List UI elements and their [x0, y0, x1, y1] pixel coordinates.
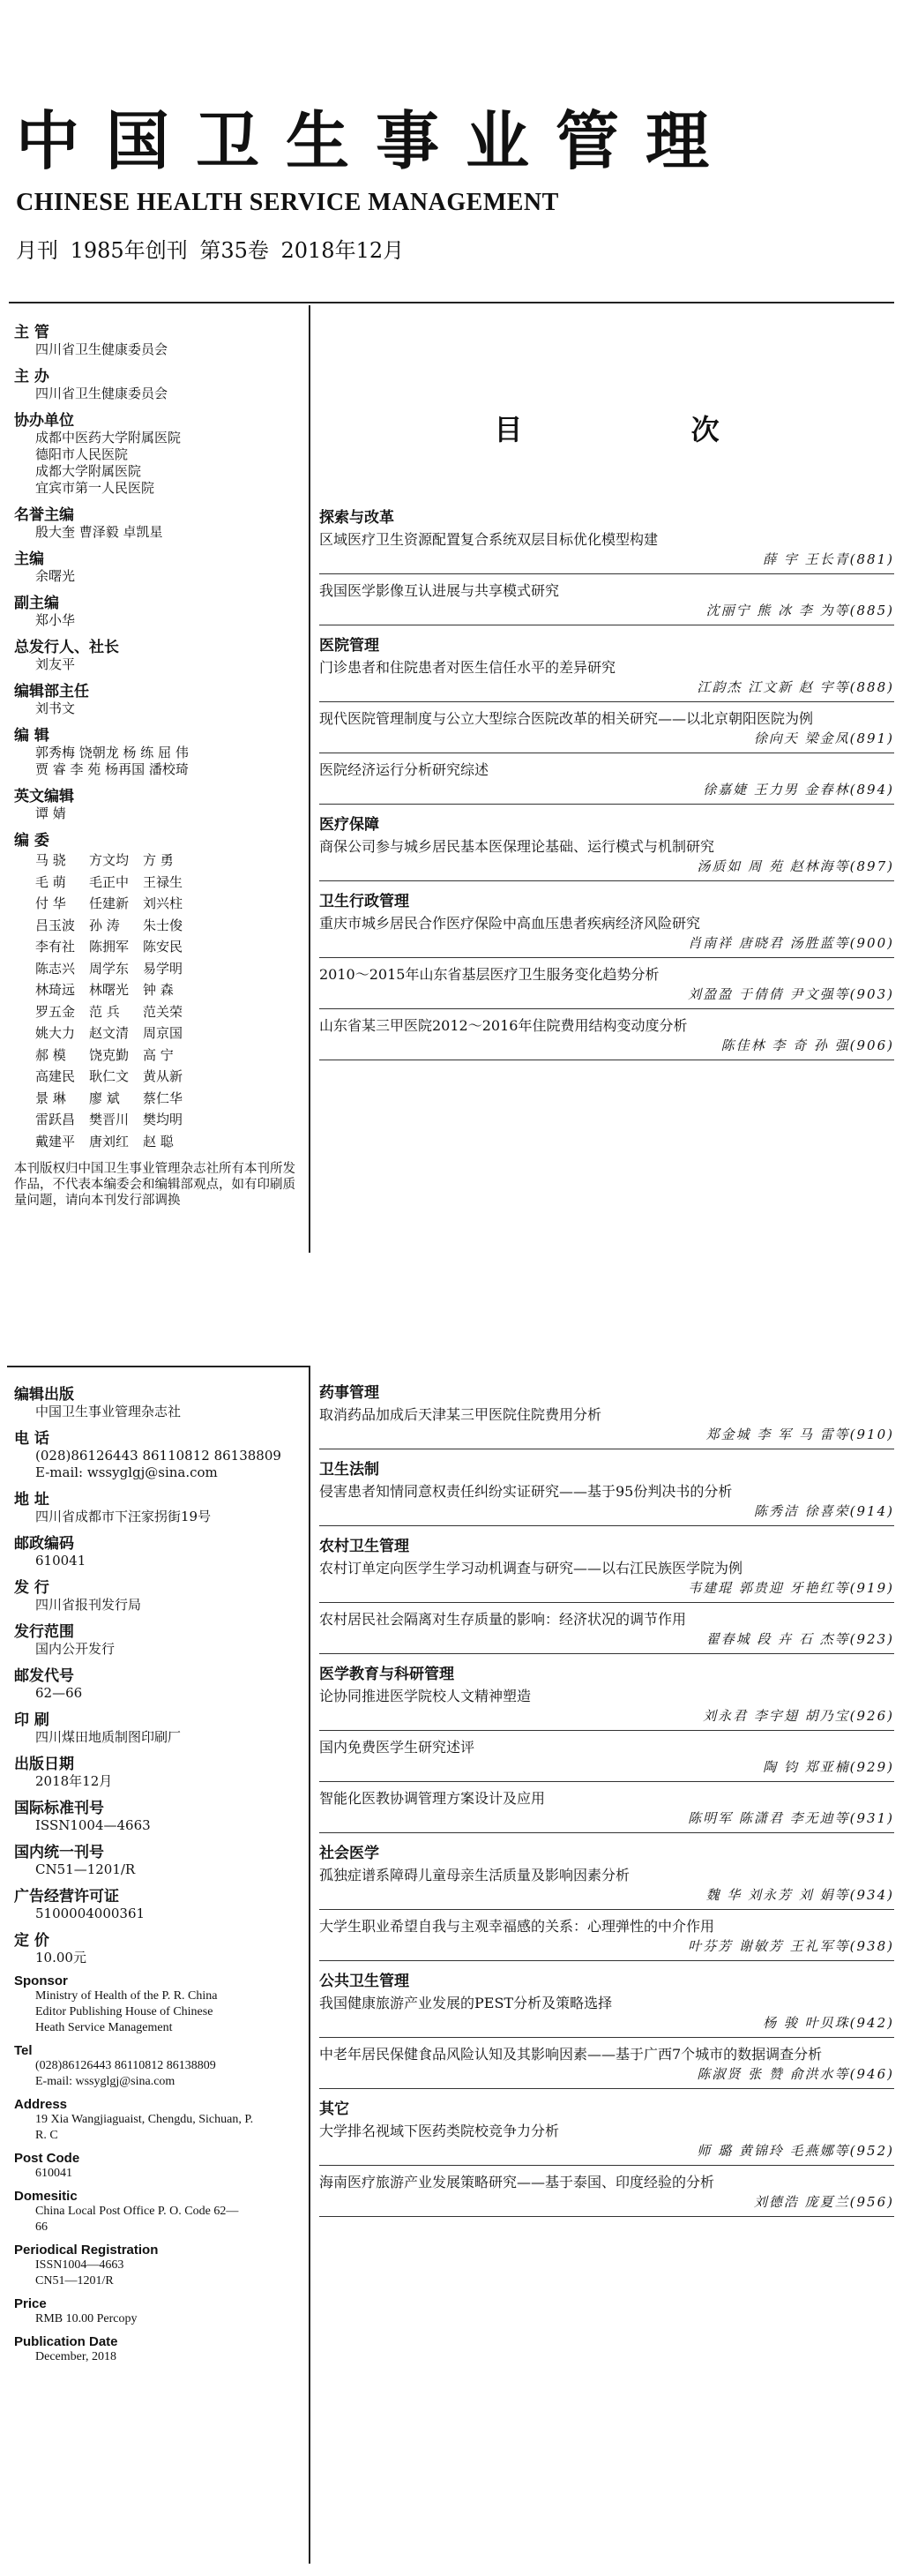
info-line: 谭 婧 — [35, 805, 66, 821]
info-line: December, 2018 — [35, 2350, 116, 2363]
editorial-board-grid — [14, 850, 300, 1152]
toc-section-title: 医学教育与科研管理 — [319, 1666, 454, 1683]
info-label: Address — [14, 2097, 68, 2112]
board-member: 赵 聪 — [143, 1133, 174, 1149]
article-authors-page: 徐向天 梁金凤(891) — [319, 729, 894, 753]
toc-article — [319, 760, 894, 805]
publish-en-list — [14, 1973, 300, 2365]
info-label: 国际标准刊号 — [14, 1800, 104, 1817]
info-line: 郑小华 — [35, 612, 76, 628]
info-line: CN51—1201/R — [35, 2274, 114, 2288]
info-label: 邮发代号 — [14, 1667, 74, 1685]
toc-article — [319, 1610, 894, 1654]
article-authors-page: 陈佳林 李 奇 孙 强(906) — [319, 1036, 894, 1060]
article-authors-page: 陶 钧 郑亚楠(929) — [319, 1757, 894, 1782]
article-title: 中老年居民保健食品风险认知及其影响因素——基于广西7个城市的数据调查分析 — [319, 2046, 823, 2063]
info-line: Editor Publishing House of Chinese — [35, 2005, 213, 2018]
article-title: 医院经济运行分析研究综述 — [319, 761, 489, 778]
info-label: 总发行人、社长 — [14, 639, 119, 656]
info-label: Domesitic — [14, 2189, 78, 2204]
info-line: 62—66 — [35, 1685, 83, 1701]
info-value — [14, 2311, 300, 2327]
board-member: 方文均 — [89, 852, 130, 868]
info-label: Price — [14, 2296, 47, 2311]
board-member: 范关荣 — [143, 1003, 183, 1020]
info-value — [14, 386, 300, 402]
article-authors-page: 陈淑贤 张 赞 俞洪水等(946) — [319, 2064, 894, 2089]
toc-heading: 目 次 — [494, 413, 799, 446]
info-value — [14, 2258, 300, 2289]
toc-article — [319, 709, 894, 753]
board-member: 方 勇 — [143, 852, 174, 868]
board-member: 高 宁 — [143, 1046, 174, 1063]
info-label: 协办单位 — [14, 412, 74, 430]
info-label: Tel — [14, 2043, 33, 2058]
copyright-notice: 本刊版权归中国卫生事业管理杂志社所有本刊所发作品，不代表本编委会和编辑部观点，如有印刷质量问题，请向本刊发行部调换 — [14, 1162, 295, 1208]
toc-article — [319, 1016, 894, 1060]
board-member: 孙 涛 — [89, 917, 120, 933]
toc-column-top — [319, 312, 894, 1067]
toc-article — [319, 1687, 894, 1731]
info-value — [14, 1509, 300, 1525]
toc-article — [319, 1405, 894, 1449]
info-line: (028)86126443 86110812 86138809 — [35, 2059, 216, 2072]
board-member: 郝 模 — [35, 1046, 66, 1063]
article-authors-page: 叶芬芳 谢敏芳 王礼军等(938) — [319, 1936, 894, 1961]
article-title: 侵害患者知情同意权责任纠纷实证研究——基于95份判决书的分析 — [319, 1483, 733, 1500]
info-value — [14, 2112, 300, 2144]
info-label: Periodical Registration — [14, 2243, 159, 2258]
toc-section-title: 医疗保障 — [319, 816, 379, 834]
board-member: 易学明 — [143, 960, 183, 977]
info-line: ISSN1004—4663 — [35, 2258, 124, 2272]
board-member: 樊均明 — [143, 1112, 183, 1127]
toc-article — [319, 1482, 894, 1526]
toc-article — [319, 1559, 894, 1603]
board-member: 马 骁 — [35, 852, 66, 868]
board-member: 饶克勤 — [89, 1046, 130, 1063]
info-value — [14, 1988, 300, 2036]
article-title: 重庆市城乡居民合作医疗保险中高血压患者疾病经济风险研究 — [319, 915, 701, 932]
toc-sections-b — [319, 1380, 894, 2217]
toc-article — [319, 1738, 894, 1782]
toc-article — [319, 2173, 894, 2217]
info-value — [14, 1773, 300, 1790]
article-title: 取消药品加成后天津某三甲医院住院费用分析 — [319, 1406, 602, 1423]
article-authors-page: 沈丽宁 熊 冰 李 为等(885) — [319, 601, 894, 625]
toc-article — [319, 1917, 894, 1961]
info-label: 邮政编码 — [14, 1535, 74, 1553]
toc-section-title: 农村卫生管理 — [319, 1538, 409, 1555]
info-line: 殷大奎 曹泽毅 卓凯星 — [35, 524, 163, 540]
info-line: 610041 — [35, 2167, 72, 2180]
info-line: 四川省报刊发行局 — [35, 1597, 142, 1613]
toc-article — [319, 530, 894, 574]
journal-title-cn: 中国卫生事业管理 — [16, 104, 736, 178]
board-member: 林曙光 — [89, 982, 130, 998]
article-title: 农村居民社会隔离对生存质量的影响：经济状况的调节作用 — [319, 1611, 687, 1628]
board-member: 蔡仁华 — [143, 1090, 183, 1106]
info-line: 刘友平 — [35, 656, 76, 672]
board-member: 戴建平 — [35, 1133, 76, 1149]
board-member: 王禄生 — [143, 873, 183, 890]
article-authors-page: 翟春城 段 卉 石 杰等(923) — [319, 1629, 894, 1654]
info-label: 出版日期 — [14, 1756, 74, 1773]
toc-article — [319, 2045, 894, 2089]
article-title: 国内免费医学生研究述评 — [319, 1739, 475, 1756]
info-line: 610041 — [35, 1553, 86, 1569]
info-line: 国内公开发行 — [35, 1641, 116, 1657]
article-title: 智能化医教协调管理方案设计及应用 — [319, 1790, 546, 1807]
board-member: 景 琳 — [35, 1090, 66, 1106]
article-title: 我国健康旅游产业发展的PEST分析及策略选择 — [319, 1995, 613, 2011]
info-line: 四川省成都市下汪家拐街19号 — [35, 1509, 212, 1524]
info-line: 四川省卫生健康委员会 — [35, 386, 168, 401]
article-title: 门诊患者和住院患者对医生信任水平的差异研究 — [319, 659, 616, 676]
info-label: 主 管 — [14, 324, 49, 341]
info-label: 主编 — [14, 550, 44, 568]
info-label: 发行范围 — [14, 1623, 74, 1641]
info-line: RMB 10.00 Percopy — [35, 2312, 138, 2325]
masthead — [16, 106, 889, 264]
info-value — [14, 612, 300, 629]
toc-section-title: 社会医学 — [319, 1845, 379, 1862]
info-value — [14, 1553, 300, 1569]
info-box-bottom — [7, 1366, 310, 2564]
masthead-rule — [9, 302, 894, 303]
info-line: 贾 睿 李 苑 杨再国 潘校琦 — [35, 761, 189, 777]
info-box-top — [7, 305, 310, 1253]
board-member: 毛正中 — [89, 873, 130, 890]
info-value — [14, 1729, 300, 1746]
info-line: 宜宾市第一人民医院 — [35, 480, 155, 496]
info-line: E-mail: wssyglgj@sina.com — [35, 2075, 175, 2088]
info-value — [14, 568, 300, 585]
info-value — [14, 805, 300, 822]
info-line: 19 Xia Wangjiaguaist, Chengdu, Sichuan, P. — [35, 2113, 254, 2126]
info-label: 定 价 — [14, 1932, 49, 1950]
article-authors-page: 韦建琨 郭贵迎 牙艳红等(919) — [319, 1578, 894, 1603]
info-value — [14, 1404, 300, 1420]
board-member: 陈志兴 — [35, 960, 76, 977]
article-title: 2010～2015年山东省基层医疗卫生服务变化趋势分析 — [319, 966, 660, 983]
info-label: 名誉主编 — [14, 506, 74, 524]
toc-section-title: 卫生法制 — [319, 1461, 379, 1479]
board-member: 廖 斌 — [89, 1090, 120, 1106]
toc-article — [319, 658, 894, 702]
info-value — [14, 2349, 300, 2365]
article-authors-page: 徐嘉婕 王力男 金春林(894) — [319, 780, 894, 805]
info-label: 印 刷 — [14, 1711, 49, 1729]
info-line: Heath Service Management — [35, 2021, 173, 2034]
info-line: 德阳市人民医院 — [35, 446, 129, 462]
info-line: 四川省卫生健康委员会 — [35, 341, 168, 357]
info-value — [14, 2058, 300, 2090]
article-authors-page: 魏 华 刘永芳 刘 娟等(934) — [319, 1885, 894, 1910]
info-line: E-mail: wssyglgj@sina.com — [35, 1464, 218, 1480]
article-title: 山东省某三甲医院2012～2016年住院费用结构变动度分析 — [319, 1017, 688, 1034]
toc-article — [319, 2122, 894, 2166]
article-title: 我国医学影像互认进展与共享模式研究 — [319, 582, 560, 599]
info-line: 四川煤田地质制图印刷厂 — [35, 1729, 182, 1745]
board-member: 周京国 — [143, 1025, 183, 1041]
board-member: 付 华 — [35, 895, 66, 911]
info-value — [14, 1906, 300, 1922]
article-authors-page: 陈明军 陈潇君 李无迪等(931) — [319, 1808, 894, 1833]
article-title: 现代医院管理制度与公立大型综合医院改革的相关研究——以北京朝阳医院为例 — [319, 710, 814, 727]
info-line: 5100004000361 — [35, 1906, 146, 1921]
info-line: 66 — [35, 2220, 48, 2234]
board-member: 罗五金 — [35, 1003, 76, 1020]
info-label: 编 辑 — [14, 727, 49, 745]
article-title: 海南医疗旅游产业发展策略研究——基于泰国、印度经验的分析 — [319, 2174, 715, 2190]
info-line: CN51—1201/R — [35, 1861, 136, 1877]
board-member: 钟 森 — [143, 982, 174, 998]
info-line: 郭秀梅 饶朝龙 杨 练 屈 伟 — [35, 745, 189, 760]
board-member: 雷跃昌 — [35, 1112, 76, 1127]
info-line: 成都大学附属医院 — [35, 463, 142, 479]
info-line: 2018年12月 — [35, 1773, 113, 1789]
issue-line: 月刊 1985年创刊 第35卷 2018年12月 — [16, 238, 405, 263]
info-label: 副主编 — [14, 595, 59, 612]
board-member: 耿仁文 — [89, 1068, 130, 1084]
article-title: 大学排名视域下医药类院校竞争力分析 — [319, 2123, 560, 2139]
info-label: 发 行 — [14, 1579, 49, 1597]
article-authors-page: 江韵杰 江文新 赵 宇等(888) — [319, 678, 894, 702]
info-value — [14, 1817, 300, 1834]
info-label: Publication Date — [14, 2334, 118, 2349]
board-member: 范 兵 — [89, 1003, 120, 1020]
info-label: 广告经营许可证 — [14, 1888, 119, 1906]
info-line: ISSN1004—4663 — [35, 1817, 151, 1833]
board-member: 李有社 — [35, 939, 76, 955]
info-line: 中国卫生事业管理杂志社 — [35, 1404, 182, 1419]
board-member: 林琦远 — [35, 982, 76, 998]
toc-section-title: 医院管理 — [319, 637, 379, 655]
board-member: 樊晋川 — [89, 1112, 130, 1127]
info-line: (028)86126443 86110812 86138809 — [35, 1448, 281, 1464]
info-label: Post Code — [14, 2151, 80, 2166]
article-title: 区域医疗卫生资源配置复合系统双层目标优化模型构建 — [319, 531, 659, 548]
info-value — [14, 1641, 300, 1658]
toc-section-title: 药事管理 — [319, 1384, 379, 1402]
publish-cn-list — [14, 1382, 300, 1966]
info-line: 成都中医药大学附属医院 — [35, 430, 182, 446]
article-title: 大学生职业希望自我与主观幸福感的关系：心理弹性的中介作用 — [319, 1918, 715, 1935]
board-member: 陈拥军 — [89, 939, 130, 955]
info-line: China Local Post Office P. O. Code 62— — [35, 2205, 239, 2218]
info-label: 电 话 — [14, 1430, 49, 1448]
board-member: 吕玉波 — [35, 917, 76, 933]
article-authors-page: 师 璐 黄锦玲 毛燕娜等(952) — [319, 2141, 894, 2166]
info-value — [14, 1685, 300, 1702]
article-authors-page: 郑金城 李 军 马 雷等(910) — [319, 1425, 894, 1449]
article-authors-page: 刘盈盈 于倩倩 尹文强等(903) — [319, 985, 894, 1009]
article-title: 农村订单定向医学生学习动机调查与研究——以右江民族医学院为例 — [319, 1560, 743, 1576]
board-member: 毛 萌 — [35, 873, 66, 890]
article-authors-page: 肖南祥 唐晓君 汤胜蓝等(900) — [319, 933, 894, 958]
board-member: 刘兴柱 — [143, 895, 183, 911]
info-value — [14, 430, 300, 497]
info-label: 编辑部主任 — [14, 683, 89, 700]
info-value — [14, 656, 300, 673]
board-member: 周学东 — [89, 960, 130, 977]
toc-sections-a — [319, 505, 894, 1060]
toc-article — [319, 1789, 894, 1833]
editorial-board-label: 编 委 — [14, 832, 49, 850]
info-label: Sponsor — [14, 1973, 68, 1988]
toc-section-title: 公共卫生管理 — [319, 1973, 409, 1990]
info-value — [14, 700, 300, 717]
info-value — [14, 341, 300, 358]
toc-article — [319, 914, 894, 958]
article-authors-page: 刘永君 李宇翅 胡乃宝(926) — [319, 1706, 894, 1731]
info-label: 主 办 — [14, 368, 49, 386]
info-label: 国内统一刊号 — [14, 1844, 104, 1861]
info-value — [14, 1950, 300, 1966]
info-line: 刘书文 — [35, 700, 76, 716]
board-member: 高建民 — [35, 1068, 76, 1084]
info-value — [14, 2166, 300, 2182]
toc-article — [319, 581, 894, 625]
board-member: 朱士俊 — [143, 917, 183, 933]
toc-section-title: 探索与改革 — [319, 509, 394, 527]
toc-article — [319, 837, 894, 881]
info-label: 地 址 — [14, 1491, 49, 1509]
toc-column-bottom — [319, 1373, 894, 2224]
board-member: 任建新 — [89, 895, 130, 911]
toc-article — [319, 1866, 894, 1910]
article-authors-page: 汤质如 周 苑 赵林海等(897) — [319, 857, 894, 881]
article-title: 商保公司参与城乡居民基本医保理论基础、运行模式与机制研究 — [319, 838, 715, 855]
board-member: 姚大力 — [35, 1025, 76, 1041]
toc-article — [319, 965, 894, 1009]
article-title: 论协同推进医学院校人文精神塑造 — [319, 1688, 532, 1704]
article-authors-page: 杨 骏 叶贝珠(942) — [319, 2013, 894, 2038]
info-line: 余曙光 — [35, 568, 76, 584]
info-value — [14, 524, 300, 541]
info-value — [14, 745, 300, 778]
info-line: Ministry of Health of the P. R. China — [35, 1989, 218, 2003]
board-member: 陈安民 — [143, 939, 183, 955]
toc-section-title: 卫生行政管理 — [319, 893, 409, 910]
article-authors-page: 薛 宇 王长青(881) — [319, 550, 894, 574]
board-member: 唐刘红 — [89, 1133, 130, 1149]
info-value — [14, 1448, 300, 1481]
info-label: 编辑出版 — [14, 1386, 74, 1404]
article-authors-page: 陈秀洁 徐喜荣(914) — [319, 1501, 894, 1526]
info-label: 英文编辑 — [14, 788, 74, 805]
board-member: 赵文清 — [89, 1025, 130, 1041]
journal-title-en: CHINESE HEALTH SERVICE MANAGEMENT — [16, 189, 559, 216]
info-cn-list — [7, 305, 309, 1209]
toc-article — [319, 1994, 894, 2038]
toc-section-title: 其它 — [319, 2100, 349, 2118]
info-value — [14, 1861, 300, 1878]
info-value — [14, 2204, 300, 2235]
info-line: R. C — [35, 2129, 58, 2142]
info-value — [14, 1597, 300, 1614]
info-line: 10.00元 — [35, 1950, 86, 1966]
board-member: 黄从新 — [143, 1068, 183, 1084]
article-title: 孤独症谱系障碍儿童母亲生活质量及影响因素分析 — [319, 1867, 631, 1883]
article-authors-page: 刘德浩 庞夏兰(956) — [319, 2192, 894, 2217]
